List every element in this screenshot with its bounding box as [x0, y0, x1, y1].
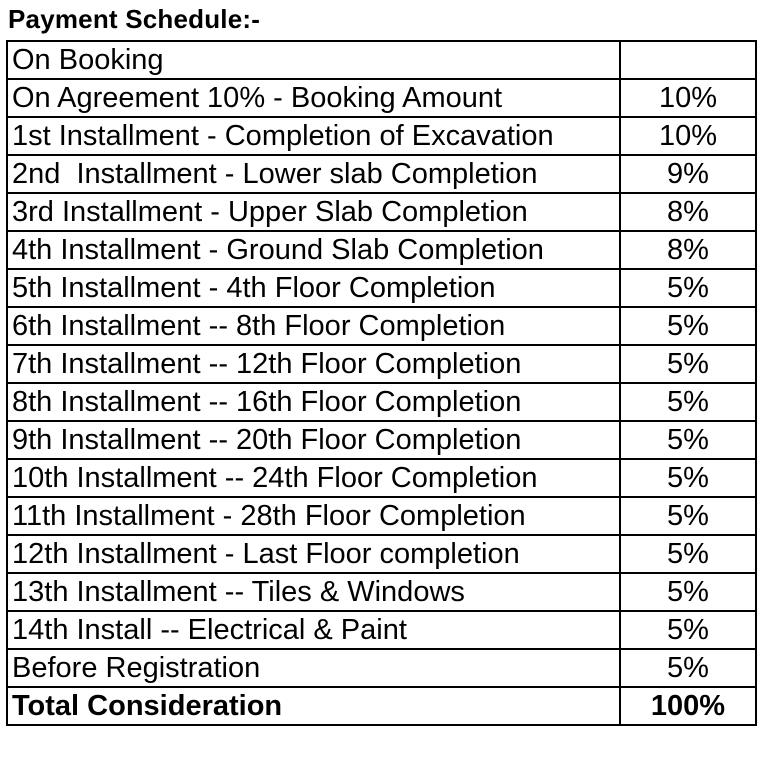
table-row	[7, 383, 756, 421]
table-row	[7, 307, 756, 345]
stage-cell: 8th Installment -- 16th Floor Completion	[7, 383, 620, 421]
table-row	[7, 269, 756, 307]
table-row	[7, 41, 756, 79]
percent-cell: 5%	[620, 535, 756, 573]
total-row	[7, 687, 756, 725]
page-title: Payment Schedule:-	[8, 4, 261, 34]
table-row	[7, 193, 756, 231]
percent-cell: 5%	[620, 497, 756, 535]
table-row	[7, 459, 756, 497]
table-row	[7, 79, 756, 117]
table-row	[7, 231, 756, 269]
table-row	[7, 497, 756, 535]
percent-cell: 10%	[620, 117, 756, 155]
percent-cell: 5%	[620, 269, 756, 307]
percent-cell	[620, 41, 756, 79]
percent-cell: 5%	[620, 649, 756, 687]
stage-cell: 13th Installment -- Tiles & Windows	[7, 573, 620, 611]
table-row	[7, 421, 756, 459]
table-row	[7, 611, 756, 649]
table-row	[7, 117, 756, 155]
table-row	[7, 573, 756, 611]
stage-cell: 9th Installment -- 20th Floor Completion	[7, 421, 620, 459]
percent-cell: 10%	[620, 79, 756, 117]
stage-cell: 14th Install -- Electrical & Paint	[7, 611, 620, 649]
payment-schedule-table	[6, 40, 757, 726]
stage-cell: 11th Installment - 28th Floor Completion	[7, 497, 620, 535]
percent-cell: 8%	[620, 231, 756, 269]
table-row	[7, 535, 756, 573]
percent-cell: 5%	[620, 345, 756, 383]
stage-cell: 5th Installment - 4th Floor Completion	[7, 269, 620, 307]
table-row	[7, 155, 756, 193]
stage-cell: On Agreement 10% - Booking Amount	[7, 79, 620, 117]
percent-cell: 8%	[620, 193, 756, 231]
percent-cell: 5%	[620, 307, 756, 345]
percent-cell: 5%	[620, 573, 756, 611]
table-row	[7, 345, 756, 383]
stage-cell: 2nd Installment - Lower slab Completion	[7, 155, 620, 193]
percent-cell: 9%	[620, 155, 756, 193]
percent-cell: 5%	[620, 383, 756, 421]
stage-cell: 12th Installment - Last Floor completion	[7, 535, 620, 573]
percent-cell: 5%	[620, 611, 756, 649]
percent-cell: 5%	[620, 459, 756, 497]
percent-cell: 5%	[620, 421, 756, 459]
stage-cell: 1st Installment - Completion of Excavation	[7, 117, 620, 155]
stage-cell: 10th Installment -- 24th Floor Completion	[7, 459, 620, 497]
stage-cell: 6th Installment -- 8th Floor Completion	[7, 307, 620, 345]
stage-cell: Before Registration	[7, 649, 620, 687]
stage-cell: 7th Installment -- 12th Floor Completion	[7, 345, 620, 383]
stage-cell: On Booking	[7, 41, 620, 79]
total-label: Total Consideration	[7, 687, 620, 725]
total-percent: 100%	[620, 687, 756, 725]
stage-cell: 3rd Installment - Upper Slab Completion	[7, 193, 620, 231]
stage-cell: 4th Installment - Ground Slab Completion	[7, 231, 620, 269]
table-row	[7, 649, 756, 687]
